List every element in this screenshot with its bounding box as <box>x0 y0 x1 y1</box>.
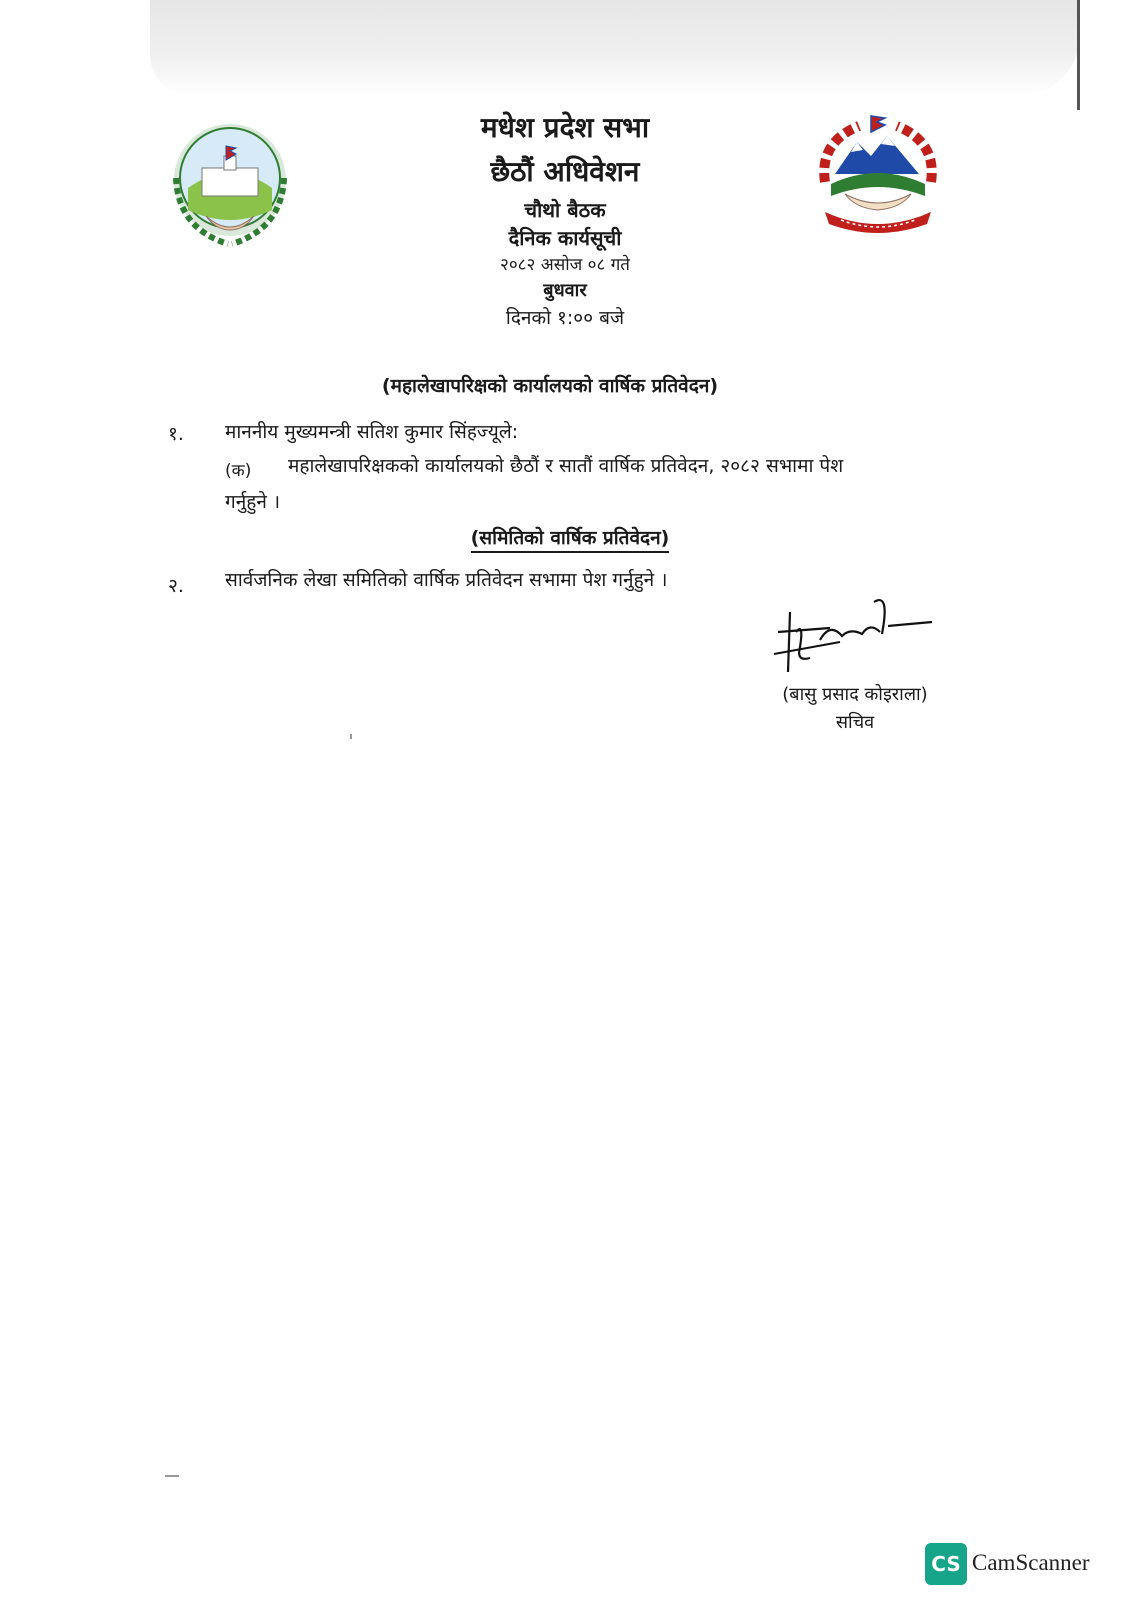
item-number: १. <box>168 423 184 445</box>
section-title-committee-report <box>20 524 1120 550</box>
meeting-day: बुधवार <box>543 280 587 301</box>
sub-item-label: (क) <box>225 461 252 481</box>
signatory-name: (बासु प्रसाद कोइराला) <box>782 684 928 705</box>
scan-speck <box>350 734 352 739</box>
camscanner-watermark: CamScanner <box>972 1550 1090 1575</box>
camscanner-logo-icon: CS <box>925 1543 967 1585</box>
scan-edge <box>1077 0 1080 110</box>
meeting-time: दिनको १:०० बजे <box>505 307 625 329</box>
sub-item-text-continued: गर्नुहुने । <box>225 491 281 513</box>
agenda-title: दैनिक कार्यसूची <box>508 226 622 250</box>
assembly-name: मधेश प्रदेश सभा <box>480 111 650 144</box>
section-title-auditor-report: (महालेखापरिक्षको कार्यालयको वार्षिक प्रतिवेदन) <box>381 375 719 397</box>
meeting-date: २०८२ असोज ०८ गते <box>499 255 630 275</box>
item-text: माननीय मुख्यमन्त्री सतिश कुमार सिंहज्यूले: <box>225 421 519 443</box>
item-text: सार्वजनिक लेखा समितिको वार्षिक प्रतिवेदन सभामा पेश गर्नुहुने । <box>225 569 668 591</box>
signatory-designation: सचिव <box>835 712 875 733</box>
item-number: २. <box>168 575 184 597</box>
meeting-title: चौथो बैठक <box>524 198 606 222</box>
section-title-text: (समितिको वार्षिक प्रतिवेदन) <box>471 527 670 553</box>
scan-speck <box>165 1475 179 1477</box>
sub-item-text: महालेखापरिक्षकको कार्यालयको छैठौं र सातौं वार्षिक प्रतिवेदन, २०८२ सभामा पेश <box>288 455 844 477</box>
scan-shadow <box>150 0 1080 95</box>
session-title: छैठौं अधिवेशन <box>490 155 640 188</box>
signature <box>770 592 940 682</box>
